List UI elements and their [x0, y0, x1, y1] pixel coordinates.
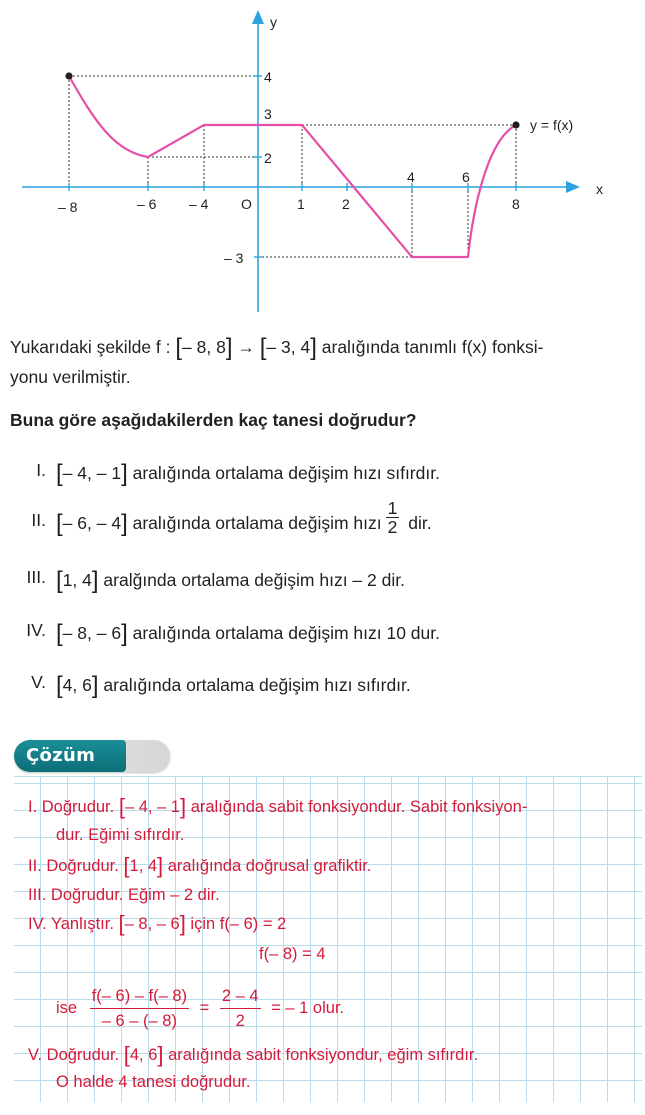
- solution-line: I. Doğrudur. [– 4, – 1] aralığında sabit fonksiyondur. Sabit fonksiyon-: [28, 794, 528, 819]
- x-tick-label: – 8: [58, 199, 78, 215]
- range-interval: – 3, 4: [266, 337, 311, 357]
- guide-lines: [69, 76, 516, 257]
- x-tick-label: 8: [512, 196, 520, 212]
- y-axis-label: y: [270, 14, 277, 30]
- y-axis-arrow: [252, 10, 264, 24]
- solution-line: V. Doğrudur. [4, 6] aralığında sabit fonksiyondur, eğim sıfırdır.: [28, 1042, 479, 1067]
- x-axis-label: x: [596, 181, 603, 197]
- origin-label: O: [241, 196, 252, 212]
- y-tick-label: 3: [264, 106, 272, 122]
- y-tick-label: 2: [264, 150, 272, 166]
- y-tick-label: 4: [264, 69, 272, 85]
- x-tick-label: – 4: [189, 196, 209, 212]
- question-text: Buna göre aşağıdakilerden kaç tanesi doğrudur?: [10, 410, 417, 430]
- intro-line-2: yonu verilmiştir.: [10, 367, 131, 387]
- x-tick-label: 4: [407, 169, 415, 185]
- solution-formula: ise $\frac{f(- 6) - f(- 8)}{- 6 - (- 8)}$ = $\frac{2 - 4}{2}$ = – 1 olur.: [56, 984, 344, 1033]
- x-tick-label: 2: [342, 196, 350, 212]
- solution-tab: [14, 740, 170, 774]
- intro-line-1: Yukarıdaki şekilde f : [– 8, 8] → [– 3, 4] aralığında tanımlı f(x) fonksi-: [10, 334, 544, 361]
- solution-conclusion: O halde 4 tanesi doğrudur.: [56, 1073, 251, 1091]
- x-tick-label: – 6: [137, 196, 157, 212]
- solution-line: IV. Yanlıştır. [– 8, – 6] için f(– 6) = 2: [28, 911, 287, 936]
- solution-line: f(– 8) = 4: [259, 945, 326, 963]
- solution-line: II. Doğrudur. [1, 4] aralığında doğrusal grafiktir.: [28, 853, 372, 878]
- axes: [22, 10, 580, 312]
- x-axis-arrow: [566, 181, 580, 193]
- solution-line: III. Doğrudur. Eğim – 2 dir.: [28, 886, 220, 904]
- solution-title: Çözüm: [14, 740, 126, 772]
- x-tick-label: 1: [297, 196, 305, 212]
- solution-line: dur. Eğimi sıfırdır.: [56, 826, 185, 844]
- end-point: [512, 121, 519, 128]
- curve-label: y = f(x): [530, 117, 574, 133]
- y-tick-label: – 3: [224, 250, 244, 266]
- x-tick-label: 6: [462, 169, 470, 185]
- function-curve: [69, 76, 516, 257]
- function-graph: [0, 0, 645, 320]
- start-point: [65, 72, 72, 79]
- domain-interval: – 8, 8: [182, 337, 226, 357]
